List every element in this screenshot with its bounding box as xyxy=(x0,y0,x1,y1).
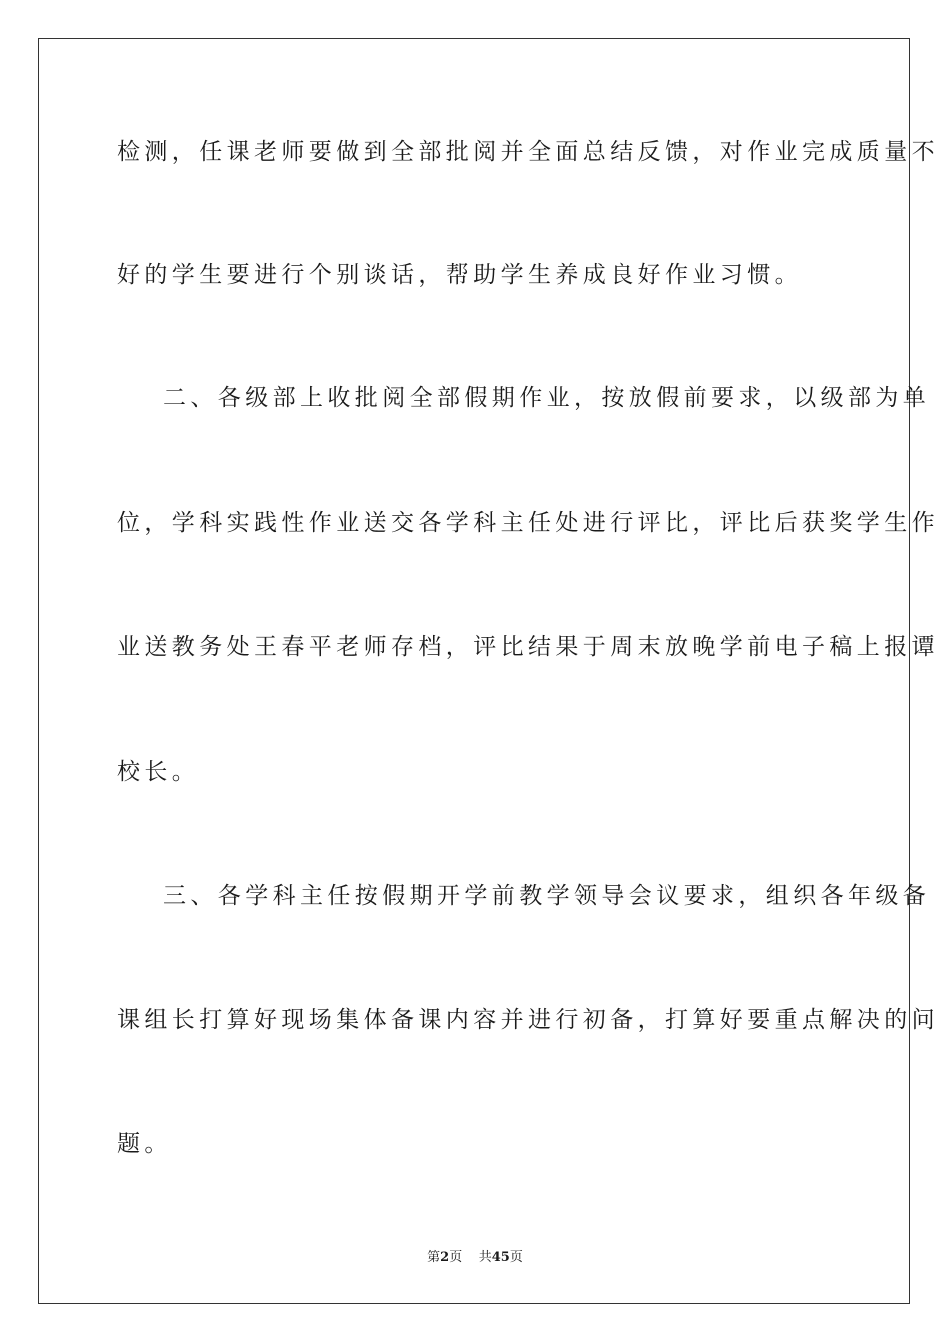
body-text-line-9: 题。 xyxy=(117,1131,172,1157)
body-text-line-7: 三、各学科主任按假期开学前教学领导会议要求，组织各年级备 xyxy=(163,883,931,909)
page-border xyxy=(38,38,939,1304)
body-text-line-1: 检测，任课老师要做到全部批阅并全面总结反馈，对作业完成质量不 xyxy=(117,139,939,165)
body-text-line-4: 位，学科实践性作业送交各学科主任处进行评比，评比后获奖学生作 xyxy=(117,510,939,536)
body-text-line-8: 课组长打算好现场集体备课内容并进行初备，打算好要重点解决的问 xyxy=(117,1007,939,1033)
total-pages: 45 xyxy=(491,1250,510,1265)
body-text-line-2: 好的学生要进行个别谈话，帮助学生养成良好作业习惯。 xyxy=(117,262,802,288)
body-text-line-5: 业送教务处王春平老师存档，评比结果于周末放晚学前电子稿上报谭 xyxy=(117,634,939,660)
total-suffix: 页 xyxy=(509,1250,523,1265)
page-number: 2 xyxy=(440,1250,450,1265)
page-footer xyxy=(0,1250,950,1266)
body-text-line-6: 校长。 xyxy=(117,759,200,785)
body-text-line-3: 二、各级部上收批阅全部假期作业，按放假前要求，以级部为单 xyxy=(163,385,931,411)
page-suffix: 页 xyxy=(449,1250,463,1265)
page-prefix: 第 xyxy=(427,1250,441,1265)
total-prefix: 共 xyxy=(478,1250,492,1265)
